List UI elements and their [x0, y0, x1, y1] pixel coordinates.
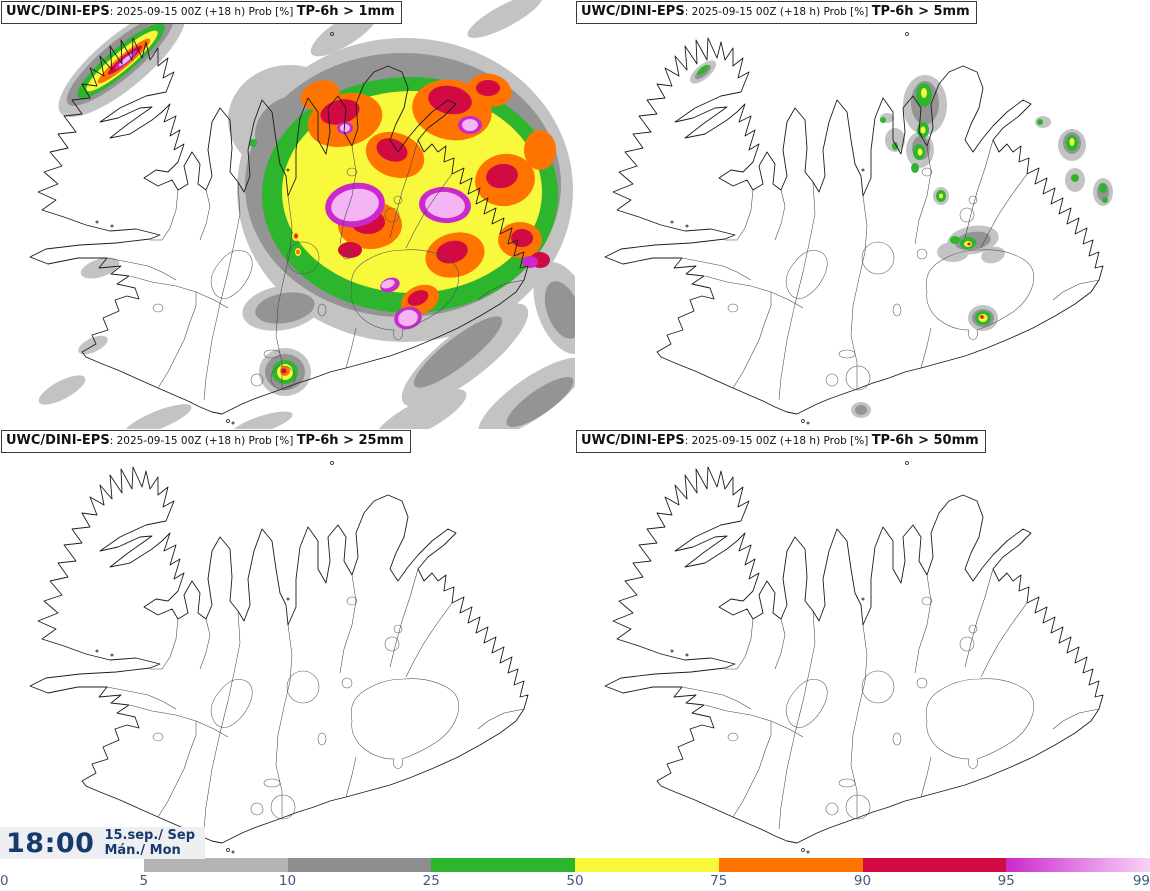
run-info: : 2025-09-15 00Z (+18 h) Prob [%]	[109, 6, 297, 18]
valid-date-line: 15.sep./ Sep	[104, 828, 196, 843]
prob-10-25-layer	[693, 63, 1109, 415]
colorbar-tick-label: 5	[139, 873, 149, 889]
map-canvas-2	[575, 0, 1150, 429]
colorbar-segment	[288, 858, 432, 872]
run-info: : 2025-09-15 00Z (+18 h) Prob [%]	[684, 435, 872, 447]
colorbar-tick-label: 25	[422, 873, 440, 889]
colorbar-tick-label: 10	[278, 873, 297, 889]
panel-title-3	[1, 430, 411, 453]
colorbar-segment	[431, 858, 575, 872]
colorbar-segment	[144, 858, 288, 872]
colorbar-segment	[863, 858, 1007, 872]
panel-title-4	[576, 430, 986, 453]
model-name: UWC/DINI-EPS	[6, 433, 110, 448]
threshold-label: TP-6h > 5mm	[871, 4, 970, 19]
colorbar-segments	[0, 858, 1150, 872]
colorbar-tick-label: 50	[566, 873, 584, 889]
colorbar-tick-label: 75	[710, 873, 728, 889]
colorbar-segment	[719, 858, 863, 872]
forecast-panel-tp6h-gt-50mm	[575, 429, 1150, 858]
panel-title-2	[576, 1, 977, 24]
forecast-panel-tp6h-gt-25mm	[0, 429, 575, 858]
colorbar-segment	[575, 858, 719, 872]
colorbar-segment	[0, 858, 144, 872]
colorbar-tick-label: 0	[0, 873, 9, 889]
valid-time: 18:00	[6, 827, 95, 859]
threshold-label: TP-6h > 1mm	[296, 4, 395, 19]
colorbar-tick-label: 90	[853, 873, 872, 889]
model-name: UWC/DINI-EPS	[581, 4, 685, 19]
valid-weekday-line: Mán./ Mon	[104, 843, 181, 858]
model-name: UWC/DINI-EPS	[581, 433, 685, 448]
forecast-panel-tp6h-gt-1mm	[0, 0, 575, 429]
panel-title-1	[1, 1, 402, 24]
map-canvas-3	[0, 429, 575, 858]
colorbar-ticks	[0, 872, 1150, 891]
threshold-label: TP-6h > 50mm	[871, 433, 979, 448]
colorbar-tick-label: 95	[997, 873, 1015, 889]
colorbar-tick-label: 99	[1132, 873, 1150, 889]
run-info: : 2025-09-15 00Z (+18 h) Prob [%]	[109, 435, 297, 447]
prob-5-10-layer	[686, 56, 1113, 418]
map-canvas-1	[0, 0, 575, 429]
valid-time-box	[0, 827, 205, 859]
run-info: : 2025-09-15 00Z (+18 h) Prob [%]	[684, 6, 872, 18]
colorbar-segment	[1006, 858, 1150, 872]
probability-overlay-gt5mm	[686, 56, 1113, 418]
prob-25-50-layer	[696, 63, 1108, 325]
model-name: UWC/DINI-EPS	[6, 4, 110, 19]
valid-date	[104, 828, 195, 858]
map-canvas-4	[575, 429, 1150, 858]
forecast-panel-tp6h-gt-5mm	[575, 0, 1150, 429]
threshold-label: TP-6h > 25mm	[296, 433, 404, 448]
